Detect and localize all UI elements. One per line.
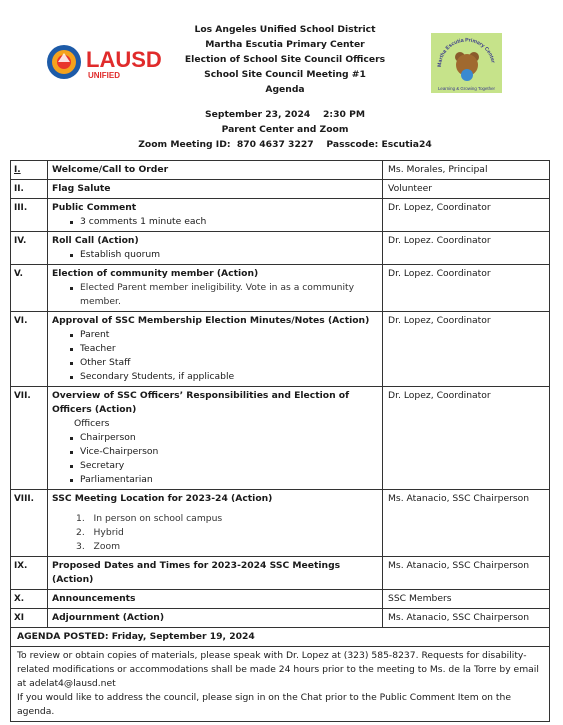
sub-item: Secretary	[80, 459, 379, 473]
agenda-row	[11, 265, 550, 312]
item-number: III.	[11, 199, 48, 232]
sub-item: Other Staff	[80, 356, 379, 370]
item-title: Approval of SSC Membership Election Minutes/Notes (Action)	[52, 315, 370, 326]
agenda-row	[11, 232, 550, 265]
item-title: Overview of SSC Officers’ Responsibilities and Election of Officers (Action)	[52, 390, 350, 415]
item-title: Roll Call (Action)	[52, 235, 139, 246]
agenda-row	[11, 199, 550, 232]
item-presenter: Ms. Atanacio, SSC Chairperson	[383, 609, 550, 628]
meeting-date-time: September 23, 2024 2:30 PM	[205, 109, 365, 120]
item-presenter: Dr. Lopez. Coordinator	[383, 265, 550, 312]
school-name: Martha Escutia Primary Center	[205, 39, 365, 50]
item-number: XI	[11, 609, 48, 628]
meeting-title: School Site Council Meeting #1	[204, 69, 366, 80]
sub-items	[52, 248, 379, 262]
item-number: VIII.	[11, 490, 48, 557]
item-number: I.	[11, 161, 48, 180]
sub-item: Chairperson	[80, 431, 379, 445]
sub-item: 1. In person on school campus	[76, 513, 223, 524]
item-presenter: Ms. Atanacio, SSC Chairperson	[383, 490, 550, 557]
sub-items	[52, 328, 379, 384]
sub-items	[52, 215, 379, 229]
posted-row	[11, 628, 550, 647]
agenda-posted: AGENDA POSTED: Friday, September 19, 2024	[11, 628, 550, 647]
item-presenter: Dr. Lopez, Coordinator	[383, 387, 550, 490]
sub-items	[52, 431, 379, 487]
agenda-table	[10, 160, 550, 722]
item-title: Announcements	[52, 593, 136, 604]
chat-notice: If you would like to address the council, please sign in on the Chat prior to the Public Comment Item on the agenda.	[17, 692, 512, 717]
item-title: Election of community member (Action)	[52, 268, 259, 279]
sub-item: 3 comments 1 minute each	[80, 215, 379, 229]
school-logo	[431, 33, 502, 93]
agenda-row	[11, 387, 550, 490]
item-presenter: Dr. Lopez. Coordinator	[383, 232, 550, 265]
item-number: V.	[11, 265, 48, 312]
svg-text:Martha Escutia Primary Center: Martha Escutia Primary Center	[436, 37, 496, 68]
item-title: Adjournment (Action)	[52, 612, 165, 623]
item-number: IV.	[11, 232, 48, 265]
district-name: Los Angeles Unified School District	[194, 24, 376, 35]
item-number: VII.	[11, 387, 48, 490]
item-title: Welcome/Call to Order	[52, 164, 169, 175]
zoom-details: Zoom Meeting ID: 870 4637 3227 Passcode: Escutia24	[138, 139, 432, 150]
item-number: IX.	[11, 557, 48, 590]
agenda-row	[11, 161, 550, 180]
agenda-row	[11, 609, 550, 628]
item-number: II.	[11, 180, 48, 199]
sub-item: Establish quorum	[80, 248, 379, 262]
item-title: SSC Meeting Location for 2023-24 (Action)	[52, 493, 273, 504]
sub-item: Secondary Students, if applicable	[80, 370, 379, 384]
election-title: Election of School Site Council Officers	[184, 54, 386, 65]
accommodation-notice: To review or obtain copies of materials, please speak with Dr. Lopez at (323) 585-8237. Requests for disability-related modifications or accommodations shall be made 24 hours prior to the meeting to Ms. de la Torre by email at adelat4@lausd.net	[17, 650, 539, 689]
item-title: Public Comment	[52, 202, 137, 213]
agenda-row	[11, 557, 550, 590]
numbered-sub-items	[52, 512, 379, 554]
officers-label: Officers	[74, 418, 110, 429]
item-title: Proposed Dates and Times for 2023-2024 SSC Meetings (Action)	[52, 560, 341, 585]
sub-item: Elected Parent member ineligibility. Vote in as a community member.	[80, 281, 379, 309]
svg-text:UNIFIED: UNIFIED	[88, 71, 120, 80]
item-presenter: Ms. Morales, Principal	[383, 161, 550, 180]
sub-item: 3. Zoom	[76, 541, 121, 552]
agenda-row	[11, 590, 550, 609]
sub-item: Vice-Chairperson	[80, 445, 379, 459]
sub-item: Parliamentarian	[80, 473, 379, 487]
agenda-row	[11, 490, 550, 557]
agenda-row	[11, 180, 550, 199]
sub-item: Teacher	[80, 342, 379, 356]
item-presenter: Ms. Atanacio, SSC Chairperson	[383, 557, 550, 590]
svg-text:LAUSD: LAUSD	[86, 47, 162, 72]
item-presenter: Volunteer	[383, 180, 550, 199]
document-header	[150, 22, 420, 97]
agenda-title: Agenda	[265, 84, 305, 95]
meeting-location: Parent Center and Zoom	[221, 124, 349, 135]
item-presenter: Dr. Lopez, Coordinator	[383, 199, 550, 232]
agenda-row	[11, 312, 550, 387]
item-title: Flag Salute	[52, 183, 111, 194]
item-presenter: SSC Members	[383, 590, 550, 609]
svg-text:Learning & Growing Together: Learning & Growing Together	[437, 86, 496, 91]
sub-item: 2. Hybrid	[76, 527, 124, 538]
item-number: X.	[11, 590, 48, 609]
sub-item: Parent	[80, 328, 379, 342]
sub-items	[52, 281, 379, 309]
item-number: VI.	[11, 312, 48, 387]
notice-row	[11, 647, 550, 722]
item-presenter: Dr. Lopez, Coordinator	[383, 312, 550, 387]
meeting-info	[100, 107, 470, 152]
